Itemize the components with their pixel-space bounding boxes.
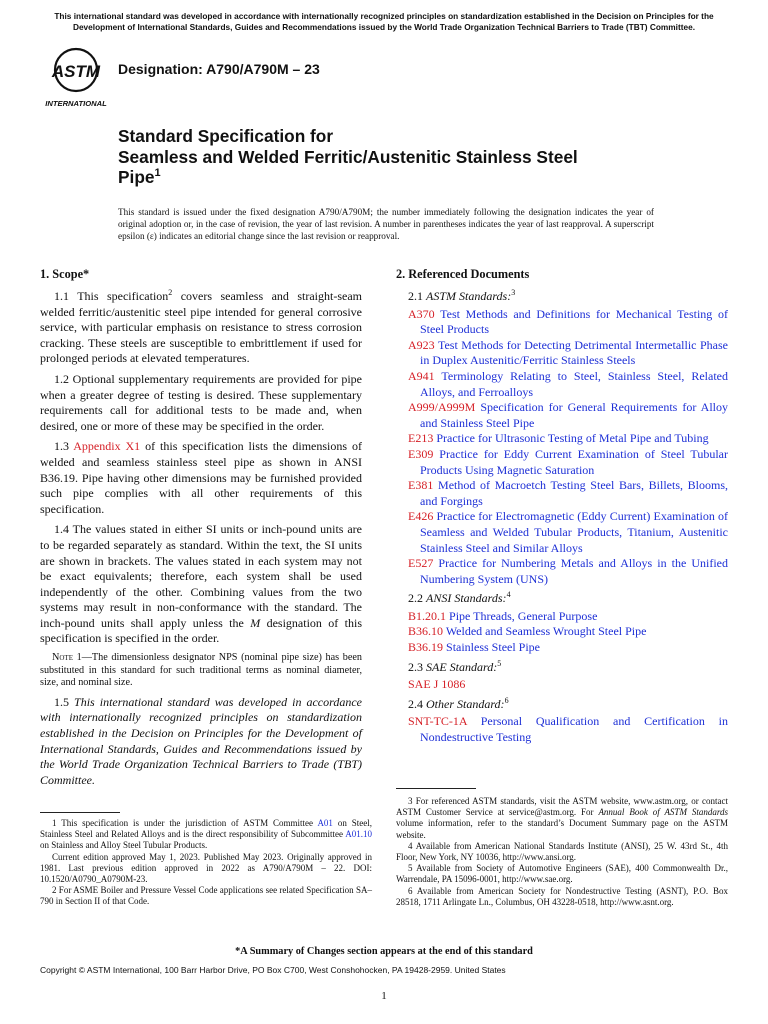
ref-code-link[interactable]: SNT-TC-1A — [408, 714, 467, 729]
para-1-2: 1.2 Optional supplementary requirements are provided for pipe when a greater degree of testing is desired. These supplementary requirements call for additional tests to be made and, when desired, one or more of these may be specified in the order. — [40, 371, 362, 433]
logo-letters: ASTM — [51, 62, 101, 81]
title-footnote-mark: 1 — [154, 167, 161, 180]
para-1-4-b: designation of this specification is specified in the order. — [40, 615, 362, 646]
copyright: Copyright © ASTM International, 100 Barr Harbor Drive, PO Box C700, West Conshohocken, PA 19428-2959. United States — [40, 965, 506, 975]
footnotes-left — [40, 818, 372, 908]
para-1-3 — [40, 439, 362, 517]
ref-title-link[interactable]: Personal Qualification and Certification in Nondestructive Testing — [420, 714, 728, 745]
astm-sup: 3 — [511, 288, 516, 297]
ref-code-link[interactable]: E309 — [408, 446, 434, 461]
logo-sub: INTERNATIONAL — [45, 99, 107, 108]
sae-standard-heading: 2.3 SAE Standard:$^5$ — [408, 658, 502, 674]
para-1-4-a: 1.4 The values stated in either SI units or inch-pound units are to be regarded separately as standard. Within the text, the SI units are shown in brackets. The values stated in each system may not be exact equivalents; therefore, each system shall be used independently of the other. Combining values from the two systems may result in non-conformance with the standard. The inch-pound units shall apply unless the — [40, 522, 362, 630]
ref-code-link[interactable]: E213 — [408, 431, 434, 446]
summary-of-changes-note: *A Summary of Changes section appears at the end of this standard — [235, 946, 533, 957]
ref-item — [408, 714, 728, 745]
subcommittee-a0110-link[interactable]: A01.10 — [345, 829, 372, 840]
fn3-b: volume information, refer to the standard’s Document Summary page on the ASTM website. — [396, 818, 728, 840]
ref-code-link[interactable]: B36.10 — [408, 624, 444, 639]
fn1-a: 1 This specification is under the jurisdiction of ASTM Committee — [52, 818, 318, 828]
ref-code-link[interactable]: E426 — [408, 509, 434, 524]
page-number: 1 — [381, 990, 387, 1002]
footnote-rule-left — [40, 812, 120, 813]
astm-ref-list — [396, 307, 728, 588]
footnote-3 — [396, 796, 728, 841]
ref-title-link[interactable]: Test Methods and Definitions for Mechanical Testing of Steel Products — [420, 306, 728, 337]
para-1-5-text: This international standard was developed in accordance with internationally recognized principles on standardization established in the Decision on Principles for the Development of International Standards, Guides and Recommendations issued by the World Trade Organization Technical Barriers to Trade (TBT) Committee. — [40, 694, 363, 787]
para-1-3-b: of this specification lists the dimensions of welded and seamless stainless steel pipe as shown in ANSI B36.19. Pipe having other dimensions may be furnished provided such pipe complies with all other requirements of this specification. — [40, 439, 362, 516]
right-column — [396, 265, 728, 746]
header-note: This international standard was developed in accordance with internationally recognized principles on standardization established in the Decision on Principles for the Development of International Standards, Guides and Recommendations issued by the World Trade Organization Technical Barriers to Trade (TBT) Committee. — [54, 11, 714, 32]
ref-code-link[interactable]: E381 — [408, 478, 434, 493]
para-1-1 — [40, 289, 362, 367]
sae-sup: 5 — [497, 658, 502, 668]
fn3-italic: Annual Book of ASTM Standards — [598, 807, 728, 818]
ref-title-link[interactable]: Practice for Numbering Metals and Alloys in the Unified Numbering System (UNS) — [420, 556, 728, 586]
designation: Designation: A790/A790M – 23 — [118, 61, 320, 77]
footnote-4: 4 Available from American National Standards Institute (ANSI), 25 W. 43rd St., 4th Floor, New York, NY 10036, http://www.ansi.org. — [396, 840, 728, 863]
footnote-2: 2 For ASME Boiler and Pressure Vessel Code applications see related Specification SA–790 in Section II of that Code. — [40, 885, 372, 907]
scope-heading: 1. Scope* — [40, 267, 90, 281]
ref-title-link[interactable]: Terminology Relating to Steel, Stainless Steel, Related Alloys, and Ferroalloys — [420, 368, 728, 399]
ref-title-link[interactable]: Welded and Seamless Wrought Steel Pipe — [445, 624, 647, 639]
ref-code-link[interactable]: E527 — [408, 556, 434, 571]
appendix-link[interactable]: Appendix X1 — [73, 439, 141, 454]
note-text: 1—The dimensionless designator NPS (nominal pipe size) has been substituted in this standard for such traditional terms as nominal diameter, size, and nominal size. — [40, 652, 362, 689]
ref-title-link[interactable]: Practice for Ultrasonic Testing of Metal Pipe and Tubing — [436, 431, 709, 446]
astm-standards-heading: 2.1 ASTM Standards:$^3$ — [408, 288, 516, 303]
ref-code-link[interactable]: A999/A999M — [408, 400, 476, 415]
note-1 — [40, 652, 362, 690]
ref-code-link[interactable]: B36.19 — [408, 640, 444, 655]
ref-code-link[interactable]: A370 — [408, 306, 435, 321]
other-sup: 6 — [504, 695, 509, 705]
footnotes-right — [396, 796, 728, 908]
title-line-3 — [118, 167, 718, 188]
ref-code-link[interactable]: B1.20.1 — [408, 608, 447, 623]
para-1-1-sup: 2 — [168, 288, 173, 297]
footnote-6: 6 Available from American Society for Nondestructive Testing (ASNT), P.O. Box 28518, 1711 Arlingate Ln., Columbus, OH 43228-0518, http://www.asnt.org. — [396, 885, 728, 907]
ref-title-link[interactable]: Method of Macroetch Testing Steel Bars, Billets, Blooms, and Forgings — [420, 478, 728, 508]
doc-title — [118, 126, 718, 188]
para-1-4 — [40, 522, 362, 647]
left-column — [40, 265, 362, 793]
fn1-c: on Stainless and Alloy Steel Tubular Products. — [40, 840, 208, 851]
ansi-standards-heading: 2.2 ANSI Standards:$^4$ — [408, 590, 511, 606]
ref-item — [408, 431, 728, 447]
ref-item — [408, 640, 728, 656]
para-1-4-m: M — [250, 615, 261, 630]
ref-item — [408, 400, 728, 431]
ansi-ref-list — [396, 609, 728, 656]
ref-item — [408, 369, 728, 400]
refs-heading: 2. Referenced Documents — [396, 267, 530, 281]
ref-title-link[interactable]: Practice for Eddy Current Examination of Steel Tubular Products Using Magnetic Saturation — [420, 446, 728, 477]
ref-item — [408, 447, 728, 478]
fn3-a: 3 For referenced ASTM standards, visit the ASTM website, www.astm.org, or contact ASTM Customer Service at service@astm.org. For — [396, 796, 728, 818]
ref-item — [408, 478, 728, 509]
ref-item — [408, 556, 728, 587]
footnote-1 — [40, 818, 372, 852]
ref-title-link[interactable]: Practice for Electromagnetic (Eddy Current) Examination of Seamless and Welded Tubular Products, Titanium, Austenitic Stainless Steel and Similar Alloys — [420, 509, 728, 555]
para-1-1-a: 1.1 This specification — [54, 289, 169, 303]
ref-title-link[interactable]: Stainless Steel Pipe — [446, 640, 541, 655]
issued-note: This standard is issued under the fixed designation A790/A790M; the number immediately following the designation indicates the year of original adoption or, in the case of revision, the year of last revision. A number in parentheses indicates the year of last reapproval. A superscript epsilon (ε) indicates an editorial change since the last revision or reapproval. — [118, 207, 654, 241]
other-ref-list — [396, 714, 728, 745]
footnote-5: 5 Available from Society of Automotive Engineers (SAE), 400 Commonwealth Dr., Warrendale, PA 15096-0001, http://www.sae.org. — [396, 863, 728, 885]
title-line-1: Standard Specification for — [118, 126, 334, 146]
ref-title-link[interactable]: Test Methods for Detecting Detrimental Intermetallic Phase in Duplex Austenitic/Ferritic Stainless Steels — [420, 337, 728, 368]
ref-code-link[interactable]: A941 — [408, 368, 435, 383]
para-1-3-a: 1.3 — [54, 439, 74, 454]
footnote-1-edition: Current edition approved May 1, 2023. Published May 2023. Originally approved in 1981. Last previous edition approved in 2022 as A790/A790M – 22. DOI: 10.1520/A0790_A0790M-23. — [40, 851, 372, 885]
ref-title-link[interactable]: Pipe Threads, General Purpose — [449, 608, 598, 623]
para-1-5-num: 1.5 — [54, 694, 75, 709]
ref-item — [408, 338, 728, 369]
title-line-2: Seamless and Welded Ferritic/Austenitic Stainless Steel — [118, 146, 578, 167]
ansi-sup: 4 — [506, 590, 511, 600]
ref-item — [408, 307, 728, 338]
sae-ref-list — [396, 677, 728, 693]
ref-item — [408, 509, 728, 556]
para-1-1-b: covers seamless and straight-seam welded ferritic/austenitic steel pipe intended for general corrosive service, with particular emphasis on resistance to stress corrosion cracking. These steels are susceptible to embrittlement if used for prolonged periods at elevated temperatures. — [40, 289, 362, 366]
committee-a01-link[interactable]: A01 — [317, 818, 333, 828]
ref-code-link[interactable]: SAE J 1086 — [408, 677, 466, 692]
title-line-3-text: Pipe — [118, 167, 155, 187]
astm-logo — [38, 46, 114, 110]
para-1-5 — [40, 695, 362, 789]
other-standard-heading: 2.4 Other Standard:$^6$ — [408, 695, 509, 711]
footnote-rule-right — [396, 788, 476, 789]
ref-item — [408, 609, 728, 625]
ref-item — [408, 677, 728, 693]
note-label: Note — [52, 652, 73, 664]
ref-title-link[interactable]: Specification for General Requirements for Alloy and Stainless Steel Pipe — [420, 400, 729, 430]
ref-code-link[interactable]: A923 — [408, 337, 435, 352]
fn1-b: on Steel, Stainless Steel and Related Alloys and is the direct responsibility of Subcommittee — [40, 818, 373, 840]
ref-item — [408, 624, 728, 640]
